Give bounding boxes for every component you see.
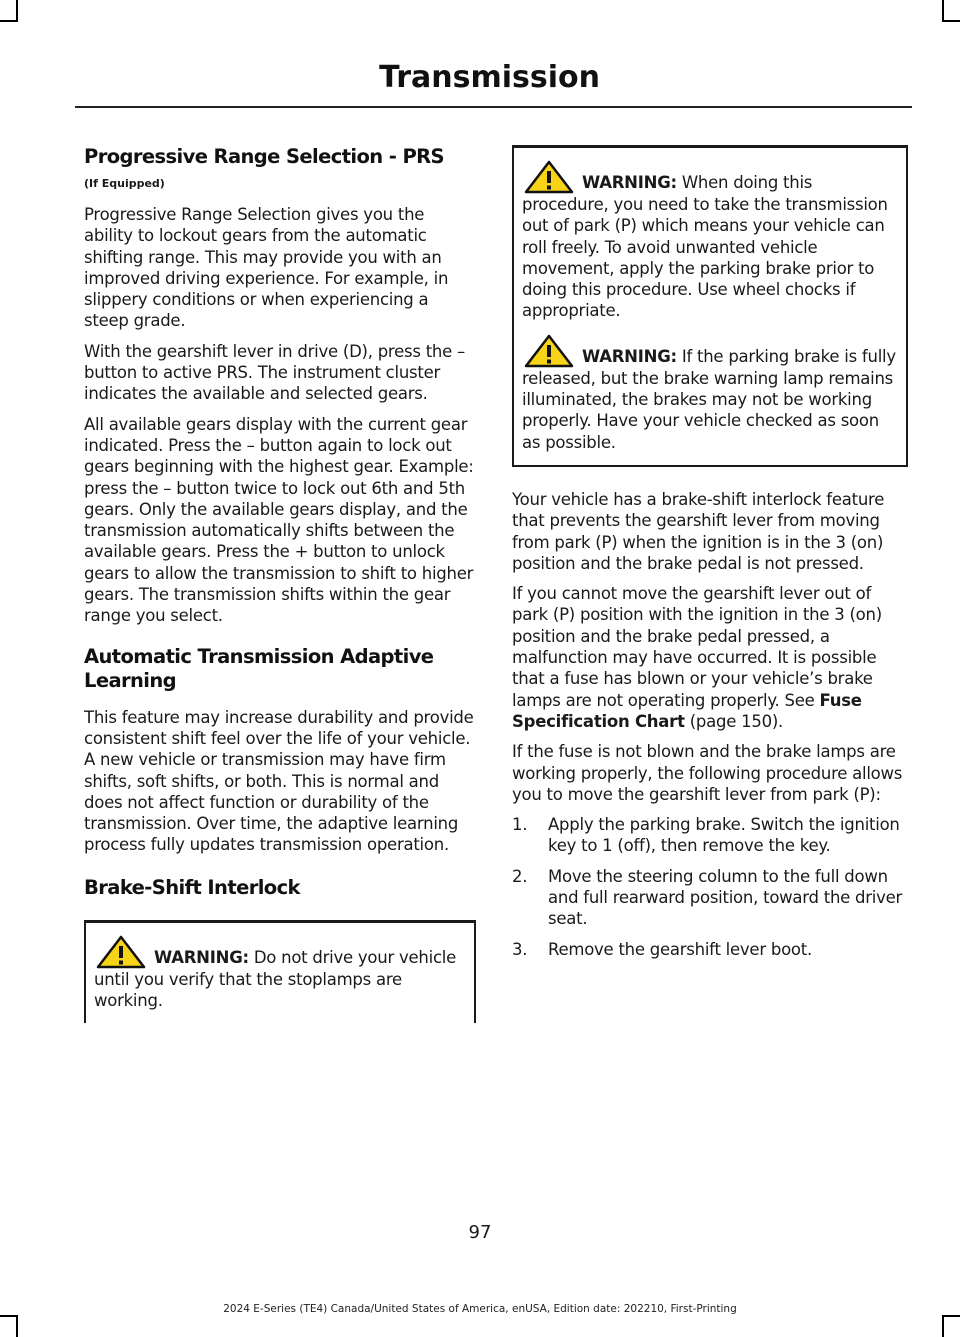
interlock-paragraph-2-end: (page 150). xyxy=(684,711,784,731)
left-column xyxy=(84,145,476,1023)
step-number: 1. xyxy=(512,815,528,835)
prs-paragraph-1: Progressive Range Selection gives you the ability to lockout gears from the automatic shifting range. This may provide you with an improved driving experience. For example, in slippery conditions or when experiencing a steep grade. xyxy=(84,205,449,331)
crop-mark xyxy=(0,1315,18,1317)
list-item xyxy=(512,939,908,960)
step-text: Remove the gearshift lever boot. xyxy=(548,939,812,959)
procedure-steps xyxy=(512,814,908,960)
warning-text xyxy=(94,935,464,1012)
crop-mark xyxy=(942,0,944,22)
prs-paragraph-3: All available gears display with the current gear indicated. Press the – button again to lock out gears beginning with the highest gear. Example: press the – button twice to lock out 6th and 5th gears. Only the available gears display, and the transmission automatically shifts between the available gears. Press the + button to unlock gears to allow the transmission to shift to higher gears. The transmission shifts within the gear range you select. xyxy=(84,414,474,626)
warning-label: WARNING: xyxy=(582,173,677,192)
warning-box-stoplamps xyxy=(84,923,476,1024)
brake-shift-interlock-heading: Brake-Shift Interlock xyxy=(84,875,300,899)
warning-text xyxy=(522,160,896,322)
interlock-paragraph-1: Your vehicle has a brake-shift interlock feature that prevents the gearshift lever from moving from park (P) when the ignition is in the 3 (on) position and the brake pedal is not pressed. xyxy=(512,489,885,573)
crop-mark xyxy=(942,1315,960,1317)
page-title: Transmission xyxy=(379,60,600,95)
crop-mark xyxy=(16,0,18,22)
warning-label: WARNING: xyxy=(582,346,677,366)
page-number: 97 xyxy=(468,1222,492,1243)
crop-mark xyxy=(16,1315,18,1337)
interlock-paragraph-2 xyxy=(512,583,908,732)
warning-box-procedure xyxy=(512,148,908,467)
step-text: Move the steering column to the full down and full rearward position, toward the driver seat. xyxy=(548,866,903,929)
crop-mark xyxy=(942,1315,944,1337)
right-column xyxy=(512,145,908,969)
warning-label: WARNING: xyxy=(154,947,249,967)
list-item xyxy=(512,814,908,857)
adaptive-learning-heading: Automatic Transmission Adaptive Learning xyxy=(84,644,434,692)
prs-heading: Progressive Range Selection - PRS xyxy=(84,145,445,168)
list-item xyxy=(512,866,908,930)
warning-triangle-icon xyxy=(524,160,574,194)
step-text: Apply the parking brake. Switch the ignition key to 1 (off), then remove the key. xyxy=(548,815,900,856)
prs-paragraph-2: With the gearshift lever in drive (D), press the – button to active PRS. The instrument cluster indicates the available and selected gears. xyxy=(84,341,466,404)
adaptive-learning-paragraph: This feature may increase durability and provide consistent shift feel over the life of your vehicle. A new vehicle or transmission may have firm shifts, soft shifts, or both. This is normal and does not affect function or durability of the transmission. Over time, the adaptive learning process fully updates transmission operation. xyxy=(84,707,474,855)
warning-body: If the parking brake is fully released, but the brake warning lamp remains illuminated, the brakes may not be working properly. Have your vehicle checked as soon as possible. xyxy=(522,346,896,452)
warning-body: Do not drive your vehicle until you verify that the stoplamps are working. xyxy=(94,947,457,1011)
header-divider xyxy=(75,106,912,108)
footer-edition-info: 2024 E-Series (TE4) Canada/United States of America, enUSA, Edition date: 202210, First-Printing xyxy=(223,1303,737,1315)
crop-mark xyxy=(0,20,18,22)
warning-triangle-icon xyxy=(524,334,574,368)
warning-triangle-icon xyxy=(96,935,146,969)
crop-mark xyxy=(942,20,960,22)
step-number: 3. xyxy=(512,939,528,959)
if-equipped-note: (If Equipped) xyxy=(84,177,165,190)
fuse-chart-link[interactable]: Fuse Specification Chart xyxy=(512,690,862,731)
interlock-paragraph-3: If the fuse is not blown and the brake lamps are working properly, the following procedure allows you to move the gearshift lever from park (P): xyxy=(512,742,903,804)
warning-text xyxy=(522,334,896,453)
step-number: 2. xyxy=(512,866,528,886)
warning-body: When doing this procedure, you need to take the transmission out of park (P) which means your vehicle can roll freely. To avoid unwanted vehicle movement, apply the parking brake prior to doing this procedure. Use wheel chocks if appropriate. xyxy=(522,173,888,321)
interlock-paragraph-2-start: If you cannot move the gearshift lever out of park (P) position with the ignition in the 3 (on) position and the brake pedal pressed, a malfunction may have occurred. It is possible that a fuse has blown or your vehicle’s brake lamps are not operating properly. See xyxy=(512,584,882,710)
